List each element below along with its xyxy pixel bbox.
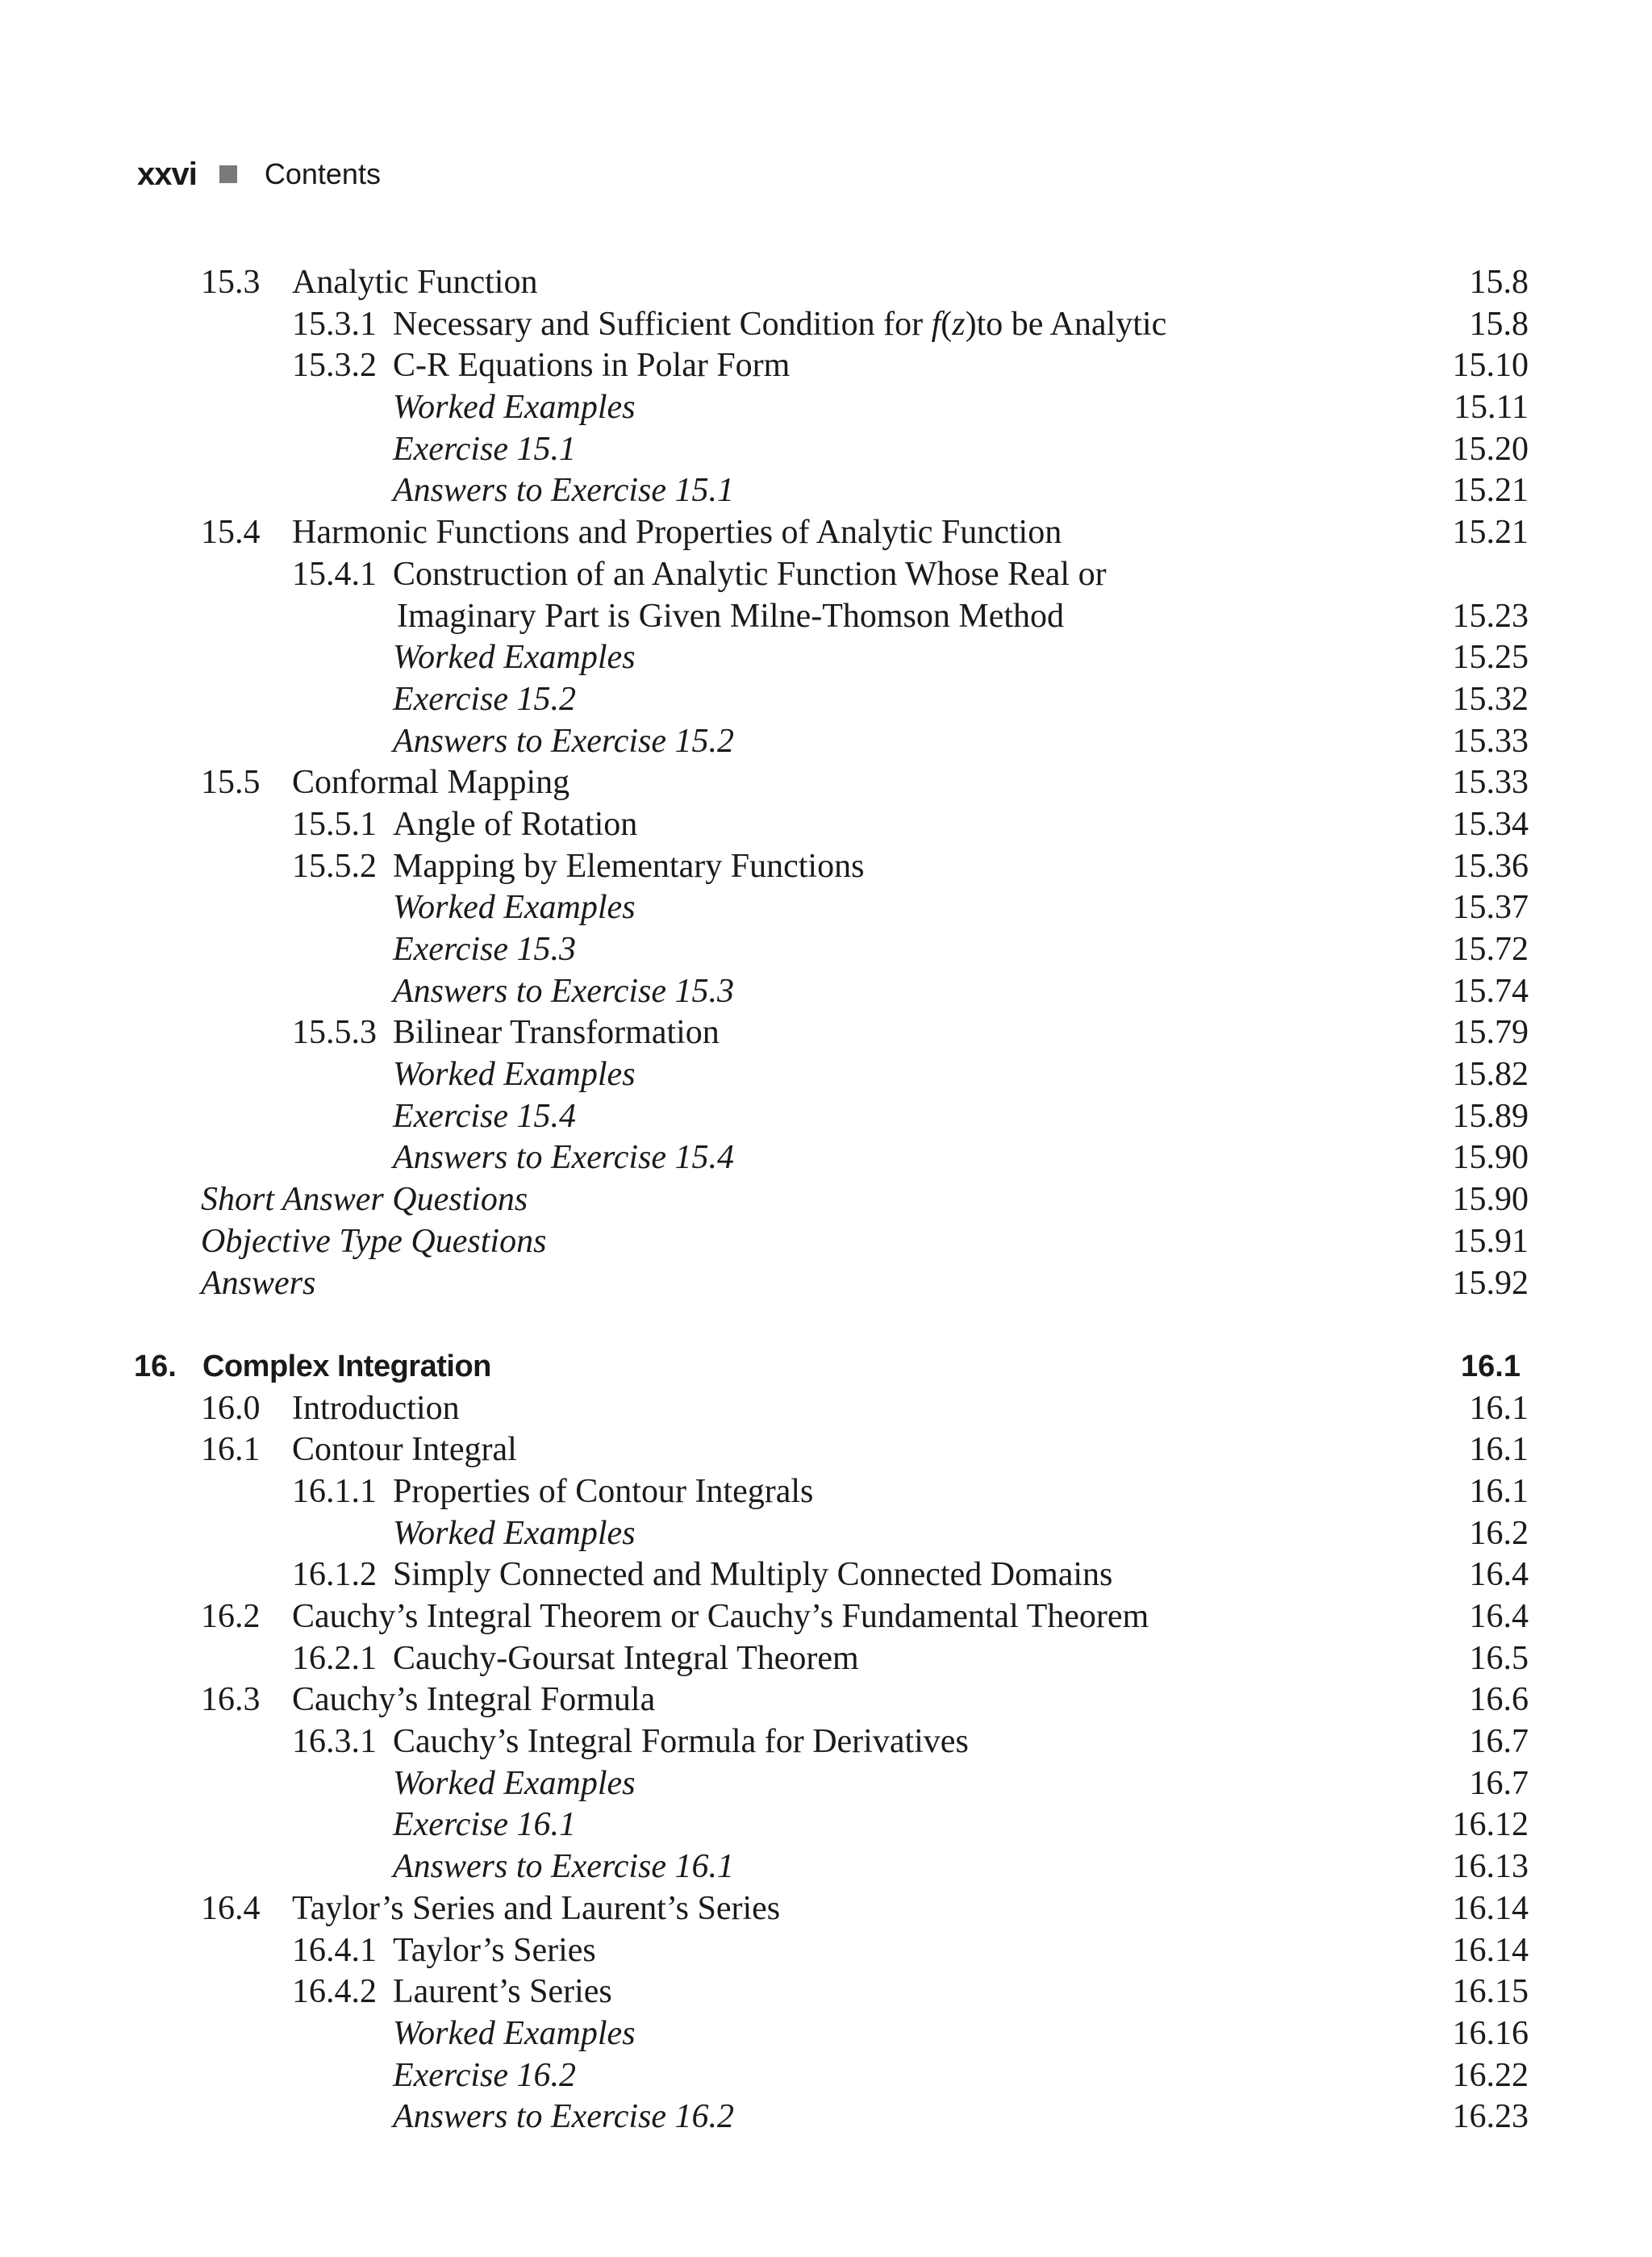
toc-entry-page: 15.37 (1452, 889, 1529, 927)
toc-entry-page: 15.72 (1452, 931, 1529, 968)
toc-entry-number: 16.3 (201, 1681, 261, 1719)
toc-entry-number: 15.3.1 (292, 305, 377, 343)
toc-entry-page: 16.1 (1461, 1349, 1521, 1383)
toc-entry (0, 887, 1652, 929)
toc-entry-title: Construction of an Analytic Function Whose Real or (393, 555, 1107, 593)
toc-entry (0, 846, 1652, 888)
toc-entry (0, 1846, 1652, 1888)
toc-entry (0, 929, 1652, 971)
toc-entry-title: Worked Examples (393, 1056, 636, 1094)
toc-entry-title: Exercise 15.2 (393, 680, 577, 718)
toc-entry-page: 15.21 (1452, 472, 1529, 510)
toc-entry-page: 15.82 (1452, 1056, 1529, 1094)
toc-entry (0, 1804, 1652, 1846)
toc-entry-title: Imaginary Part is Given Milne-Thomson Method (397, 597, 1065, 635)
toc-entry-page: 15.23 (1452, 597, 1529, 635)
table-of-contents (0, 262, 1652, 2138)
toc-entry-title: Answers to Exercise 15.4 (393, 1139, 735, 1177)
toc-entry-page: 16.13 (1452, 1848, 1529, 1886)
toc-entry (0, 262, 1652, 304)
toc-entry-number: 16.4.1 (292, 1931, 377, 1969)
toc-entry-page: 16.6 (1469, 1681, 1529, 1719)
square-icon (219, 165, 237, 183)
toc-entry-title: Exercise 15.3 (393, 931, 577, 968)
toc-entry-title: Exercise 16.2 (393, 2056, 577, 2094)
toc-entry-title: Short Answer Questions (201, 1181, 528, 1219)
toc-entry-number: 16.1 (201, 1431, 261, 1469)
toc-entry (0, 1513, 1652, 1555)
toc-entry (0, 1096, 1652, 1138)
toc-entry-page: 15.91 (1452, 1222, 1529, 1260)
toc-entry (0, 596, 1652, 638)
toc-entry-title: Harmonic Functions and Properties of Analytic Function (292, 514, 1062, 552)
toc-entry-title-part: ( (941, 305, 953, 343)
toc-entry (0, 1721, 1652, 1763)
toc-entry-page: 16.16 (1452, 2014, 1529, 2052)
toc-entry-title: Contour Integral (292, 1431, 517, 1469)
toc-entry-page: 15.32 (1452, 680, 1529, 718)
toc-entry (0, 1763, 1652, 1805)
toc-entry (0, 1471, 1652, 1513)
page-folio: xxvi (137, 156, 197, 192)
toc-entry-number: 16.2 (201, 1598, 261, 1635)
toc-entry (0, 429, 1652, 471)
toc-entry-title: Objective Type Questions (201, 1222, 547, 1260)
section-spacer (0, 1304, 1652, 1346)
toc-entry-title: Worked Examples (393, 2014, 636, 2052)
toc-entry (0, 2055, 1652, 2097)
toc-entry-title: Worked Examples (393, 1764, 636, 1802)
toc-entry (0, 1012, 1652, 1054)
toc-entry (0, 1429, 1652, 1471)
toc-entry-number: 15.3.2 (292, 347, 377, 385)
toc-entry-title: Cauchy’s Integral Formula for Derivatives (393, 1723, 969, 1761)
toc-entry-number: 16.4 (201, 1889, 261, 1927)
toc-entry-title-part: Necessary and Sufficient Condition for (393, 305, 932, 343)
toc-entry-number: 16.3.1 (292, 1723, 377, 1761)
toc-entry-page: 15.33 (1452, 722, 1529, 760)
toc-entry-title: Conformal Mapping (292, 764, 570, 802)
toc-entry-page: 16.2 (1469, 1514, 1529, 1552)
toc-entry-page: 15.11 (1454, 389, 1529, 427)
toc-entry-title: Answers (201, 1264, 316, 1302)
toc-entry (0, 470, 1652, 512)
toc-entry-page: 15.8 (1469, 264, 1529, 301)
toc-entry-page: 16.7 (1469, 1723, 1529, 1761)
running-header (137, 150, 381, 198)
toc-entry-title (393, 304, 1166, 346)
toc-entry-page: 16.1 (1469, 1472, 1529, 1510)
toc-entry (0, 1263, 1652, 1305)
toc-entry-title: Properties of Contour Integrals (393, 1472, 814, 1510)
toc-entry (0, 1179, 1652, 1221)
toc-entry-title: Answers to Exercise 15.1 (393, 472, 735, 510)
toc-entry (0, 304, 1652, 346)
toc-entry-page: 16.15 (1452, 1973, 1529, 2011)
toc-entry-title: Exercise 15.1 (393, 430, 577, 468)
toc-entry-page: 15.33 (1452, 764, 1529, 802)
toc-entry-title: Answers to Exercise 15.2 (393, 722, 735, 760)
toc-entry-title-part: )to be Analytic (965, 305, 1167, 343)
running-title: Contents (264, 157, 381, 190)
toc-entry (0, 1054, 1652, 1096)
toc-entry-title-part: z (952, 305, 966, 343)
toc-entry-title: Worked Examples (393, 889, 636, 927)
toc-entry-number: 15.3 (201, 264, 261, 301)
toc-entry (0, 637, 1652, 679)
toc-entry (0, 971, 1652, 1013)
toc-entry-page: 15.90 (1452, 1181, 1529, 1219)
toc-entry-page: 16.14 (1452, 1889, 1529, 1927)
toc-entry (0, 1638, 1652, 1680)
toc-entry-title: Answers to Exercise 16.1 (393, 1848, 735, 1886)
toc-entry-page: 15.89 (1452, 1097, 1529, 1135)
toc-entry-page: 15.90 (1452, 1139, 1529, 1177)
toc-entry (0, 1971, 1652, 2013)
toc-entry-number: 16.4.2 (292, 1973, 377, 2011)
toc-entry-page: 16.7 (1469, 1764, 1529, 1802)
toc-entry-title: Simply Connected and Multiply Connected Domains (393, 1556, 1113, 1594)
toc-entry (0, 1137, 1652, 1179)
toc-entry-title: Mapping by Elementary Functions (393, 847, 865, 885)
toc-entry (0, 1930, 1652, 1972)
toc-entry-title: Exercise 15.4 (393, 1097, 577, 1135)
toc-entry-page: 15.74 (1452, 972, 1529, 1010)
toc-chapter-entry (0, 1346, 1652, 1388)
toc-entry-title: Bilinear Transformation (393, 1014, 720, 1052)
toc-entry-page: 16.22 (1452, 2056, 1529, 2094)
toc-entry-page: 16.5 (1469, 1639, 1529, 1677)
toc-entry-number: 16.1.2 (292, 1556, 377, 1594)
toc-entry (0, 1554, 1652, 1596)
toc-entry-number: 15.5.3 (292, 1014, 377, 1052)
toc-entry-title-part: f (931, 305, 941, 343)
toc-entry-number: 15.4.1 (292, 555, 377, 593)
toc-entry-title: Taylor’s Series and Laurent’s Series (292, 1889, 781, 1927)
toc-entry-title: C-R Equations in Polar Form (393, 347, 791, 385)
toc-entry-number: 16.0 (201, 1389, 261, 1427)
toc-entry (0, 679, 1652, 721)
toc-entry-page: 16.14 (1452, 1931, 1529, 1969)
toc-entry-page: 15.10 (1452, 347, 1529, 385)
toc-entry-page: 15.8 (1469, 305, 1529, 343)
toc-entry-title: Angle of Rotation (393, 805, 638, 843)
toc-entry-page: 16.1 (1469, 1389, 1529, 1427)
toc-entry (0, 804, 1652, 846)
toc-entry (0, 721, 1652, 763)
toc-entry-number: 16.1.1 (292, 1472, 377, 1510)
toc-entry-title: Worked Examples (393, 389, 636, 427)
toc-entry (0, 554, 1652, 596)
toc-entry-page: 16.23 (1452, 2098, 1529, 2136)
toc-entry (0, 1888, 1652, 1930)
toc-entry-title: Cauchy-Goursat Integral Theorem (393, 1639, 859, 1677)
toc-entry-page: 16.4 (1469, 1598, 1529, 1635)
toc-entry-page: 16.12 (1452, 1806, 1529, 1844)
toc-entry-number: 15.5 (201, 764, 261, 802)
toc-entry (0, 762, 1652, 804)
toc-entry-number: 16.2.1 (292, 1639, 377, 1677)
toc-entry-title: Introduction (292, 1389, 460, 1427)
toc-entry (0, 1388, 1652, 1430)
toc-entry-title: Worked Examples (393, 1514, 636, 1552)
toc-entry-page: 15.36 (1452, 847, 1529, 885)
toc-entry-title: Exercise 16.1 (393, 1806, 577, 1844)
toc-entry-page: 15.92 (1452, 1264, 1529, 1302)
toc-entry-title: Laurent’s Series (393, 1973, 612, 2011)
toc-entry-title: Cauchy’s Integral Formula (292, 1681, 656, 1719)
toc-entry (0, 1679, 1652, 1721)
toc-entry-number: 15.5.1 (292, 805, 377, 843)
toc-entry (0, 345, 1652, 387)
toc-entry-title: Answers to Exercise 16.2 (393, 2098, 735, 2136)
toc-entry-page: 16.4 (1469, 1556, 1529, 1594)
toc-entry-page: 15.25 (1452, 639, 1529, 677)
toc-entry (0, 2013, 1652, 2055)
toc-entry-page: 15.20 (1452, 430, 1529, 468)
toc-entry-title: Worked Examples (393, 639, 636, 677)
toc-entry-page: 15.21 (1452, 514, 1529, 552)
toc-entry (0, 1221, 1652, 1263)
toc-entry (0, 2096, 1652, 2138)
toc-entry-title: Analytic Function (292, 264, 538, 301)
toc-entry-title: Complex Integration (202, 1349, 491, 1383)
toc-entry-number: 16. (134, 1349, 177, 1383)
toc-entry-number: 15.5.2 (292, 847, 377, 885)
toc-entry-page: 16.1 (1469, 1431, 1529, 1469)
toc-entry (0, 387, 1652, 429)
toc-entry-title: Taylor’s Series (393, 1931, 596, 1969)
toc-entry-number: 15.4 (201, 514, 261, 552)
toc-entry-title: Cauchy’s Integral Theorem or Cauchy’s Fundamental Theorem (292, 1598, 1149, 1635)
toc-entry-page: 15.79 (1452, 1014, 1529, 1052)
toc-entry (0, 512, 1652, 554)
toc-entry (0, 1596, 1652, 1638)
toc-entry-title: Answers to Exercise 15.3 (393, 972, 735, 1010)
toc-entry-page: 15.34 (1452, 805, 1529, 843)
